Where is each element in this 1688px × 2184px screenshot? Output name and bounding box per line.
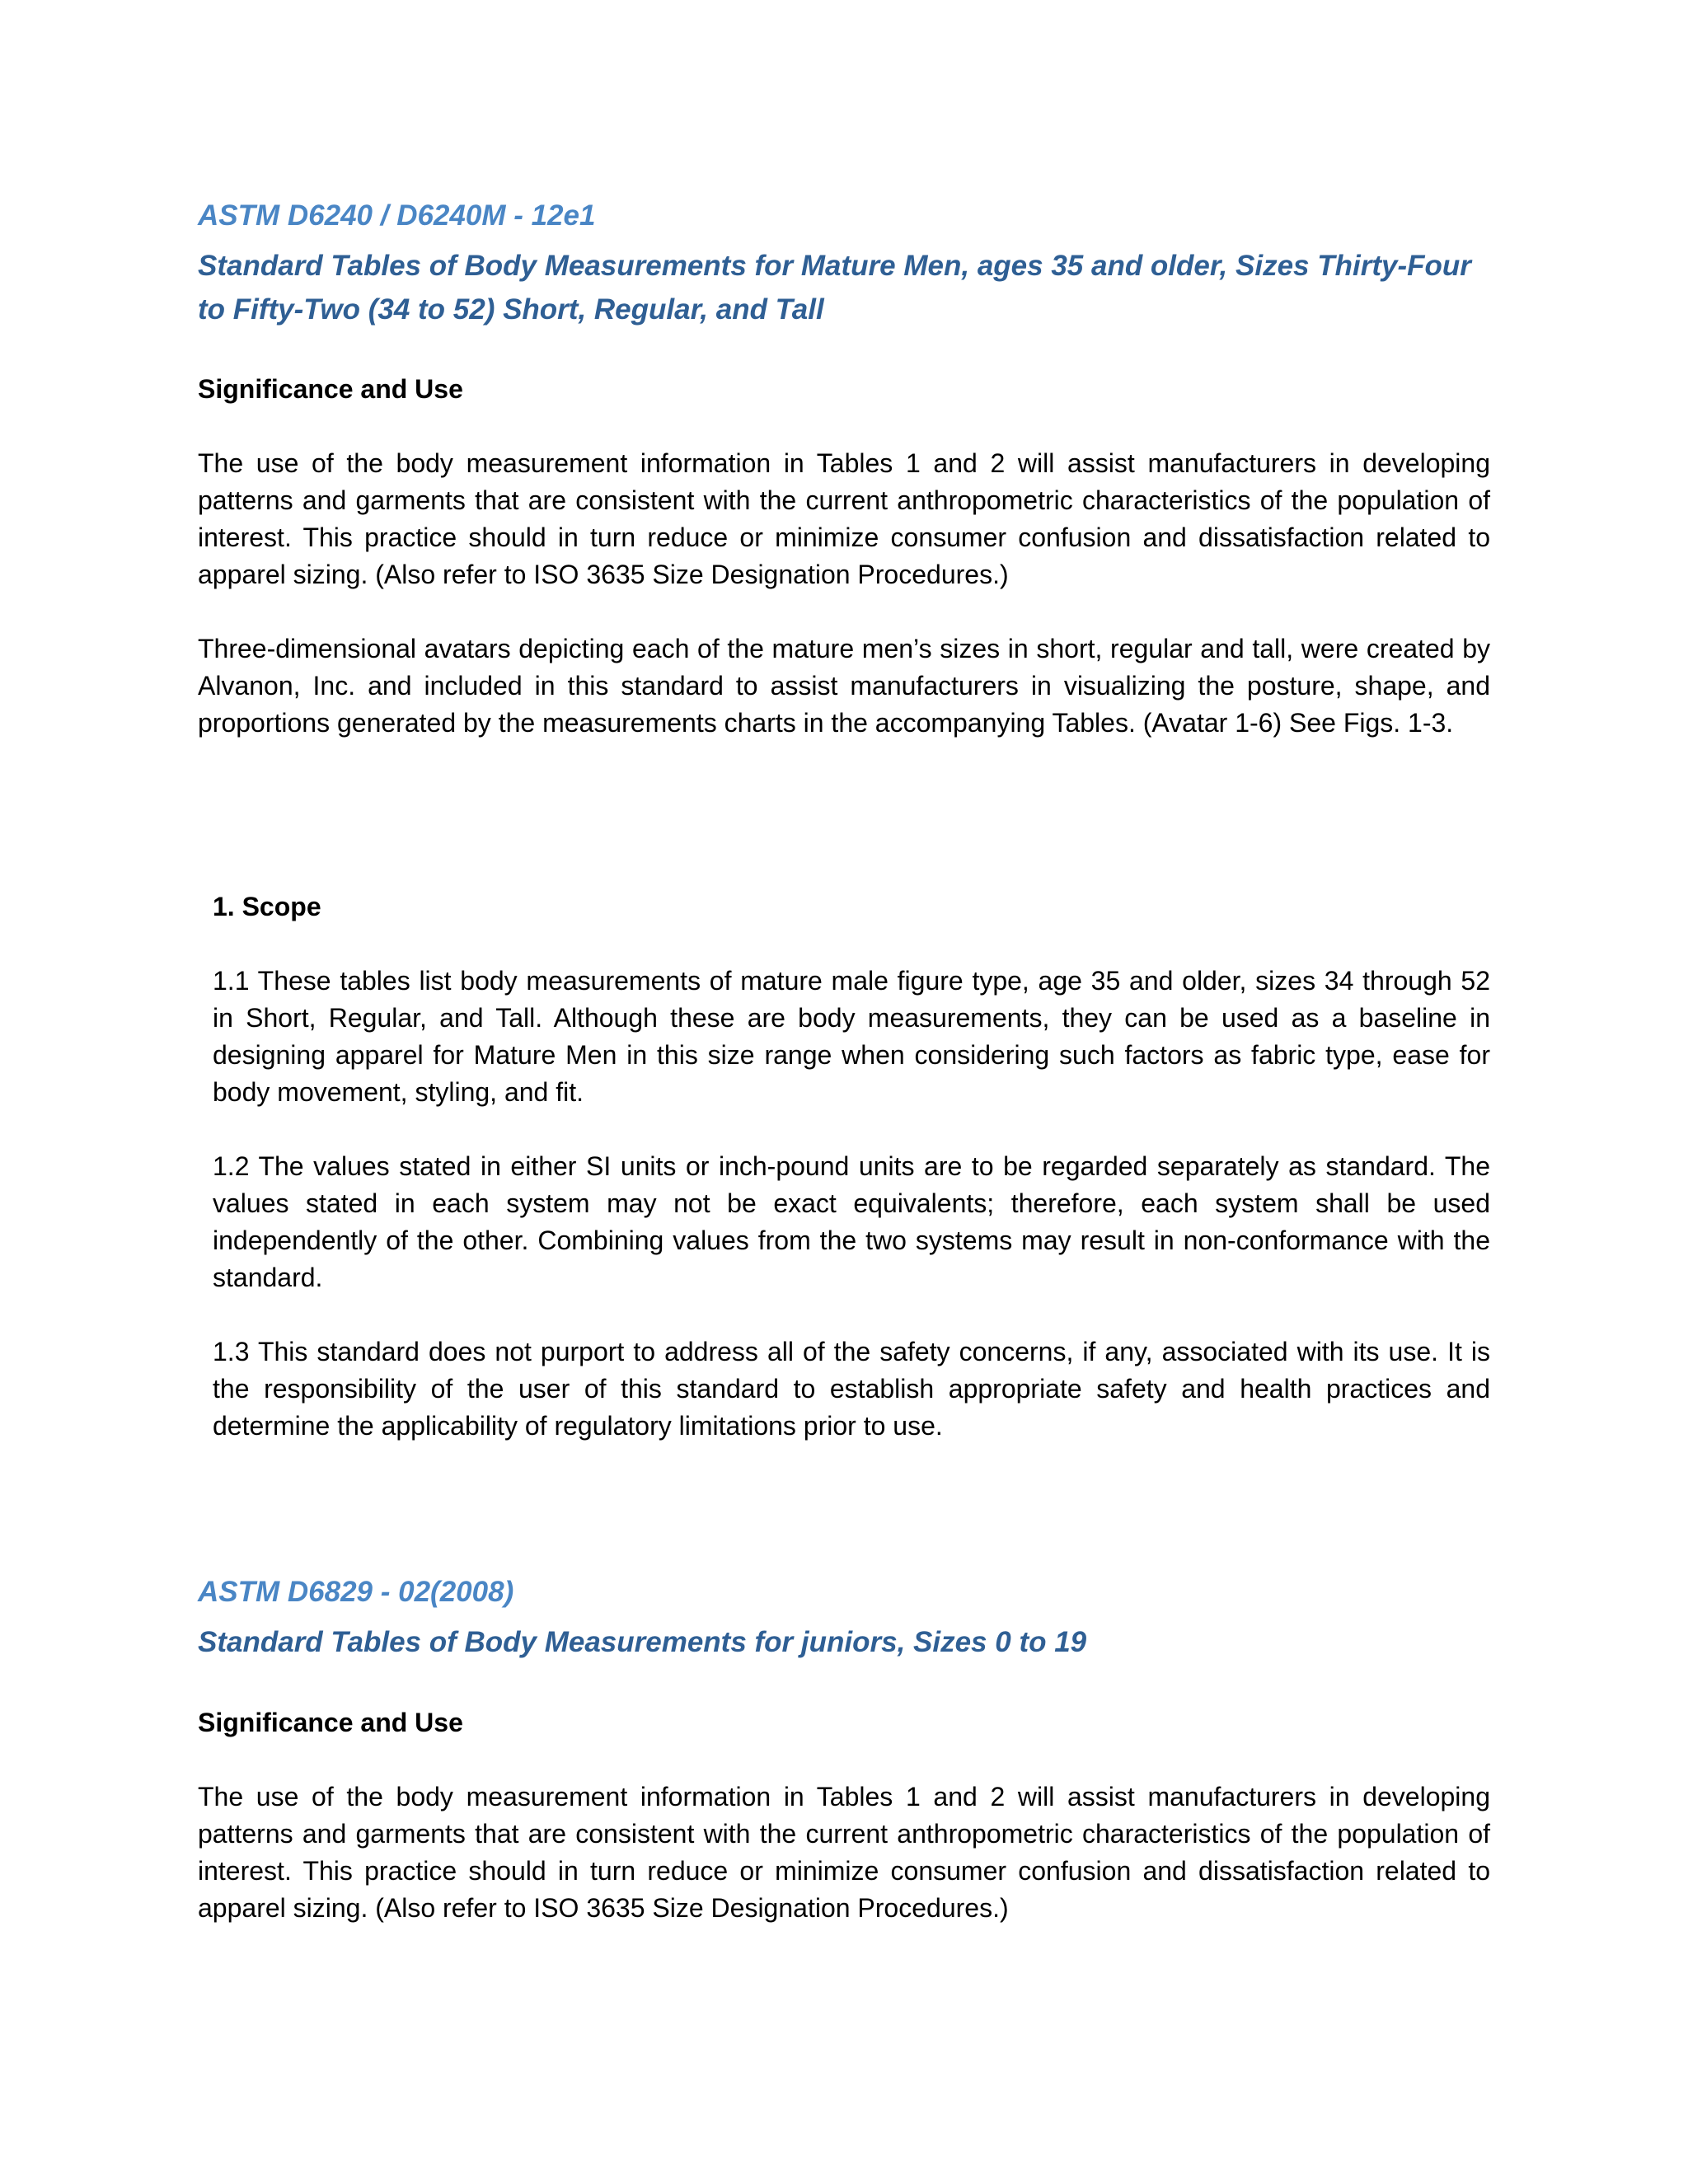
scope-item-1-3: 1.3 This standard does not purport to address all of the safety concerns, if any, associated with its use. It is the responsibility of the user of this standard to establish appropriate safety and health practices and determine the applicability of regulatory limitations prior to use.	[213, 1337, 1490, 1441]
significance-paragraph: The use of the body measurement information in Tables 1 and 2 will assist manufacturers in developing patterns and garments that are consistent with the current anthropometric characteristics of the population of interest. This practice should in turn reduce or minimize consumer confusion and dissatisfaction related to apparel sizing. (Also refer to ISO 3635 Size Designation Procedures.)	[198, 448, 1490, 589]
avatars-paragraph: Three-dimensional avatars depicting each of the mature men’s sizes in short, regular and tall, were created by Alvanon, Inc. and included in this standard to assist manufacturers in visualizing the posture, shape, and proportions generated by the measurements charts in the accompanying Tables. (Avatar 1-6) See Figs. 1-3.	[198, 634, 1490, 738]
scope-item-1-2: 1.2 The values stated in either SI units or inch-pound units are to be regarded separately as standard. The values stated in each system may not be exact equivalents; therefore, each system shall be used independently of the other. Combining values from the two systems may result in non-conformance with the standard.	[213, 1151, 1490, 1292]
standard-code: ASTM D6240 / D6240M - 12e1	[198, 199, 596, 232]
standard-title: Standard Tables of Body Measurements for juniors, Sizes 0 to 19	[198, 1626, 1087, 1658]
scope-item-1-1: 1.1 These tables list body measurements of mature male figure type, age 35 and older, sizes 34 through 52 in Short, Regular, and Tall. Although these are body measurements, they can be used as a baseline in designing apparel for Mature Men in this size range when considering such factors as fabric type, ease for body movement, styling, and fit.	[213, 966, 1490, 1107]
standard-code: ASTM D6829 - 02(2008)	[198, 1576, 514, 1608]
significance-paragraph: The use of the body measurement information in Tables 1 and 2 will assist manufacturers in developing patterns and garments that are consistent with the current anthropometric characteristics of the population of interest. This practice should in turn reduce or minimize consumer confusion and dissatisfaction related to apparel sizing. (Also refer to ISO 3635 Size Designation Procedures.)	[198, 1782, 1490, 1923]
standard-title: Standard Tables of Body Measurements for Mature Men, ages 35 and older, Sizes Thirty-Four to Fifty-Two (34 to 52) Short, Regular, and Tall	[198, 250, 1471, 326]
significance-heading: Significance and Use	[198, 374, 463, 404]
significance-heading: Significance and Use	[198, 1708, 463, 1737]
scope-heading: 1. Scope	[213, 892, 321, 921]
